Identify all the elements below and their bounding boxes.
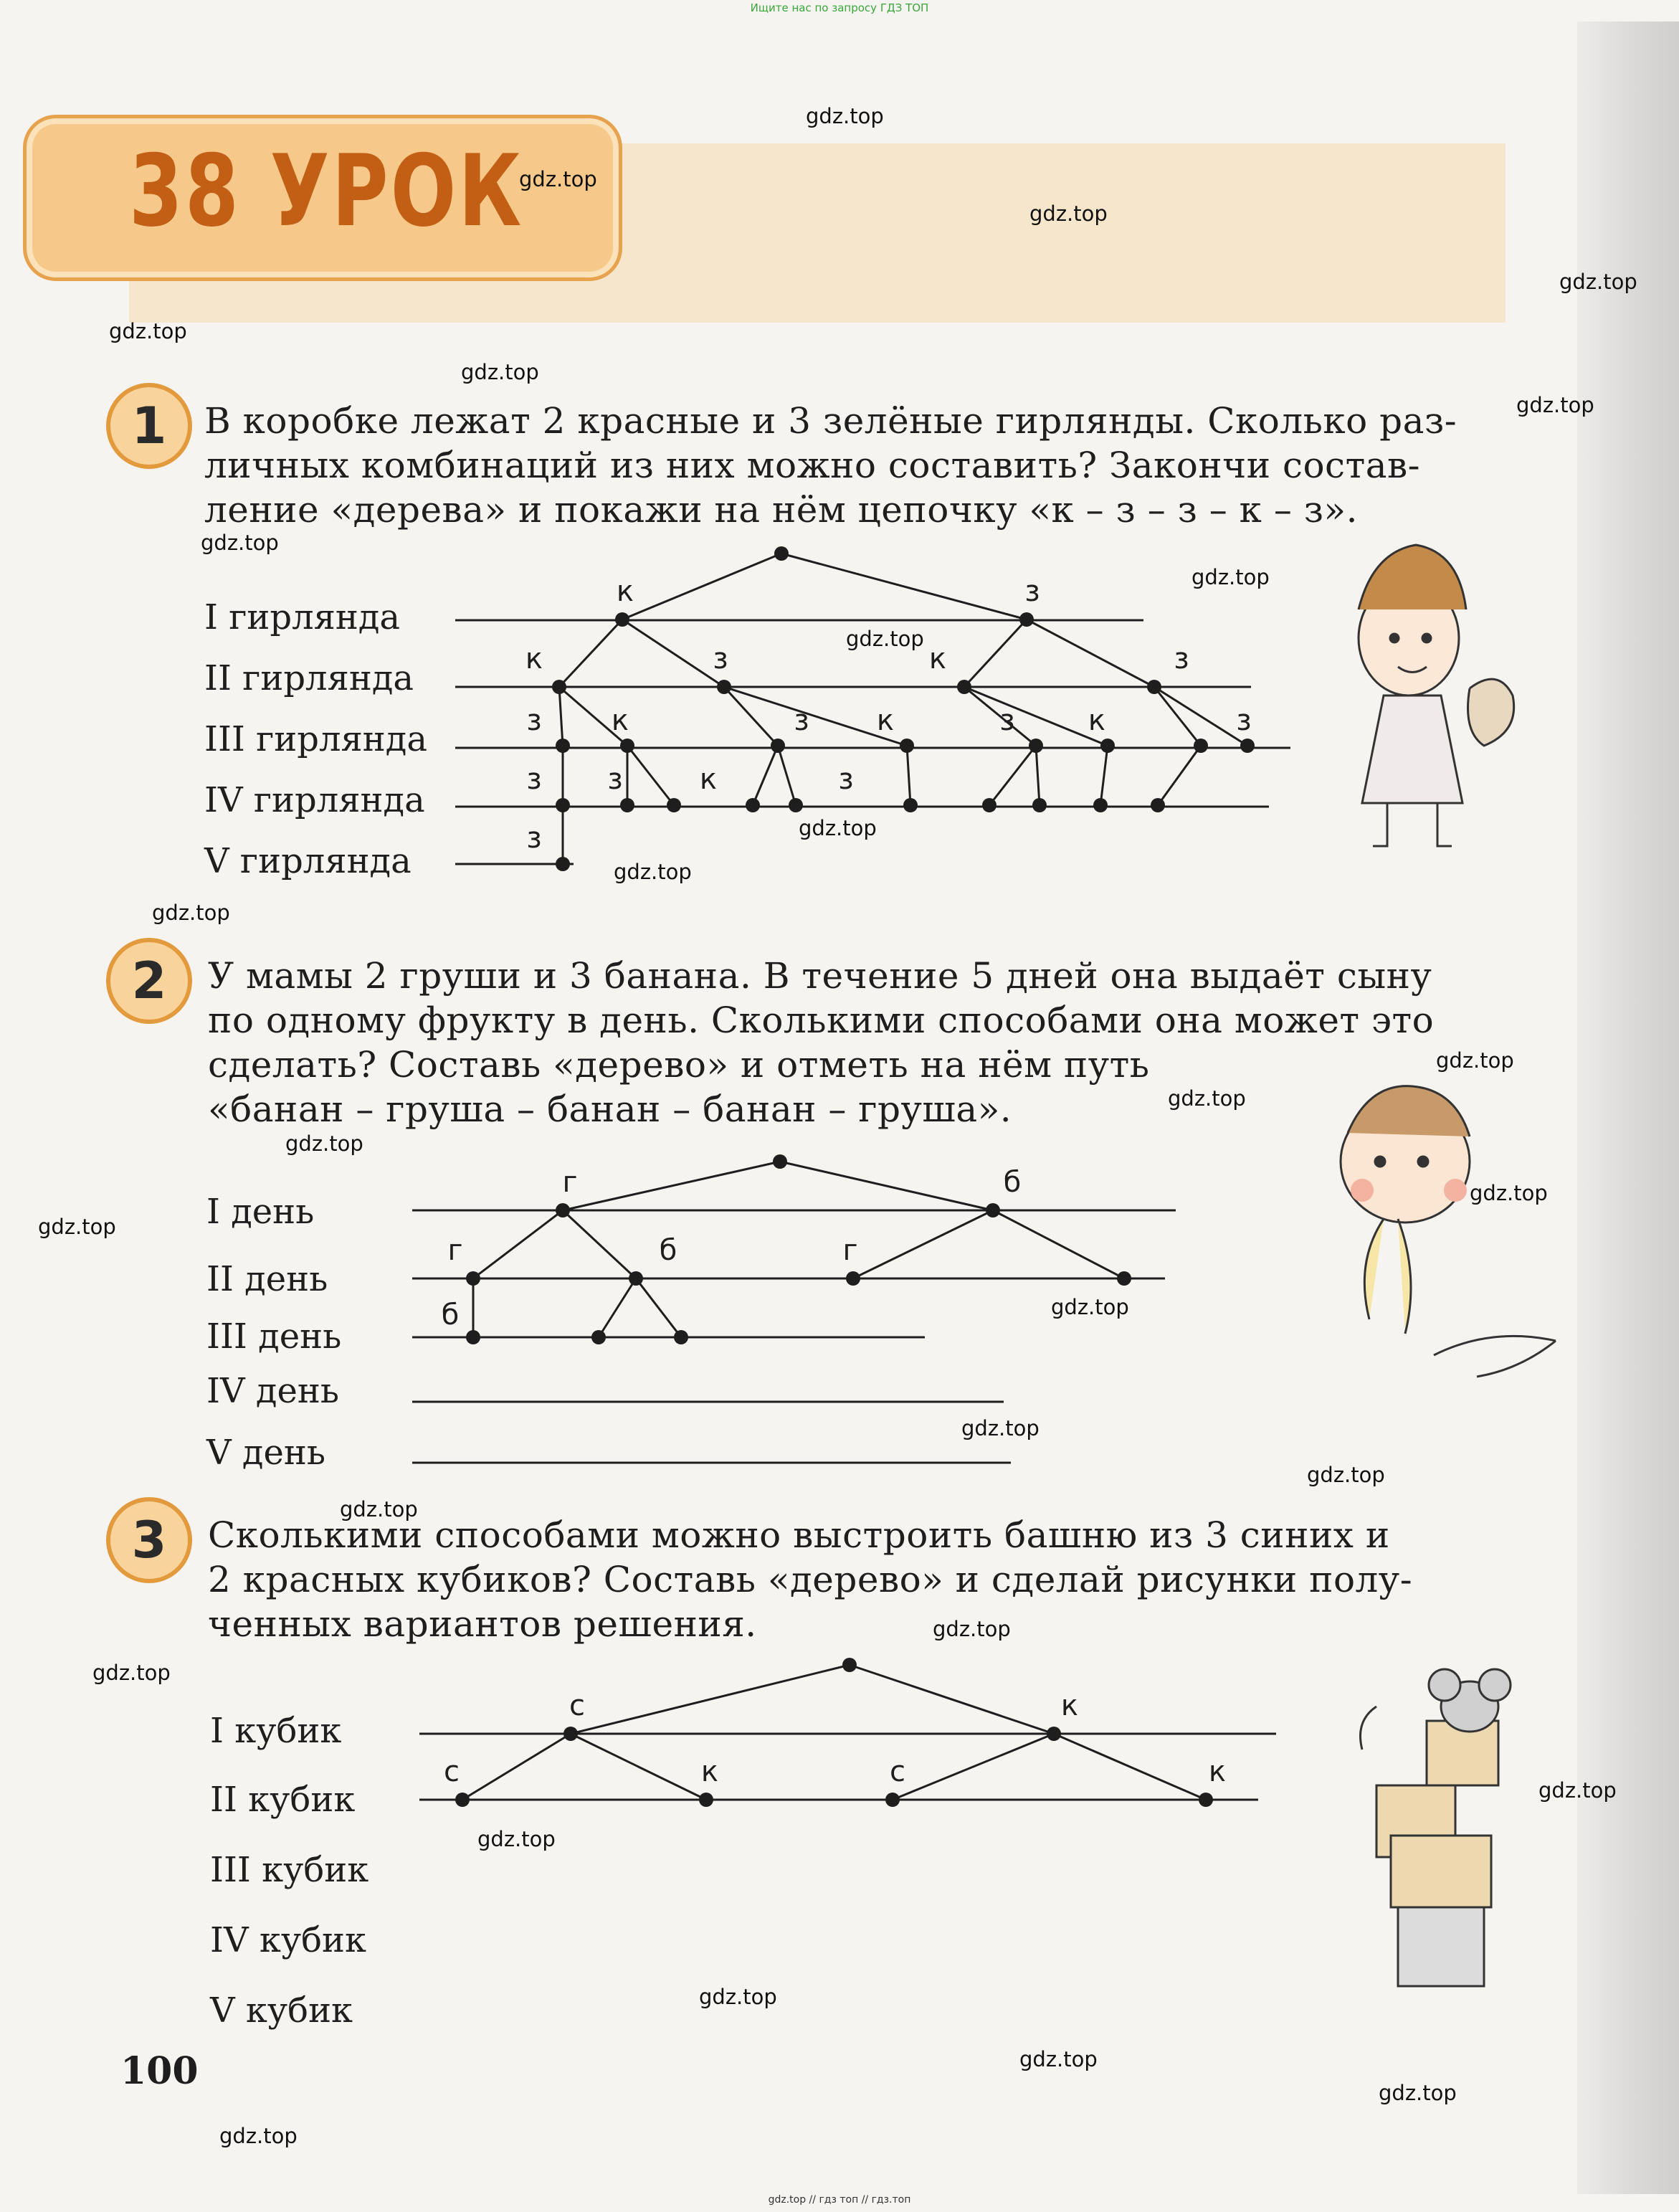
tree-edge [563,1210,636,1278]
page-number: 100 [120,2049,199,2093]
tree-edge [853,1210,993,1278]
boy-with-rooster-illustration [1359,545,1514,846]
tree-edge [778,746,796,805]
tree-edge [571,1665,850,1734]
mouse-on-blocks-illustration [1361,1669,1511,1986]
tree-edge [753,746,778,805]
tree-node [771,739,785,753]
watermark-text: gdz.top [477,1827,556,1851]
tree-edge [907,746,910,805]
tree-node [746,798,760,812]
tree-node [789,798,803,812]
branch-label: з [794,704,809,737]
branch-label: с [569,1689,585,1722]
tree-node [556,798,570,812]
tree-edge [1154,687,1247,746]
watermark-text: gdz.top [340,1497,418,1522]
branch-label: з [1174,642,1189,675]
branch-label: з [526,763,542,796]
watermark-text: gdz.top [614,860,692,884]
task-3-level-label: I кубик [210,1711,342,1751]
watermark-text: gdz.top [846,627,924,651]
tree-node [842,1658,857,1672]
tree-node [774,546,789,561]
watermark-text: gdz.top [1307,1463,1385,1487]
tree-node [1240,739,1255,753]
lesson-title: 38 УРОК [129,133,524,249]
watermark-text: gdz.top [961,1416,1040,1440]
tree-edge [1154,687,1201,746]
tree-node [667,798,681,812]
tree-edge [599,1278,636,1337]
tree-node [1151,798,1165,812]
tree-edge [989,746,1036,805]
branch-label: к [1208,1755,1227,1788]
watermark-text: gdz.top [519,167,597,191]
task-2-level-label: III день [206,1316,342,1357]
tree-node [1117,1271,1131,1286]
watermark-text: gdz.top [933,1617,1011,1641]
tree-node [563,1727,578,1741]
tree-edge [622,620,724,687]
tree-edge [781,554,1027,620]
task-2-number: 2 [106,938,192,1024]
task-2-line-3: сделать? Составь «дерево» и отметь на нём путь [208,1044,1150,1086]
tree-edge [1036,746,1040,805]
tree-node [885,1793,900,1807]
watermark-text: gdz.top [1019,2047,1098,2071]
watermark-text: gdz.top [1379,2081,1457,2105]
branch-label: с [890,1755,905,1788]
tree-node [556,857,570,871]
tree-edge [893,1734,1054,1800]
branch-label: б [441,1299,460,1332]
task-3-line-3: ченных вариантов решения. [208,1603,757,1645]
watermark-text: gdz.top [1029,201,1108,226]
watermark-text: gdz.top [1436,1048,1514,1073]
task-1-level-label: IV гирлянда [204,780,425,820]
task-3-level-label: IV кубик [210,1920,367,1960]
task-2-line-4: «банан – груша – банан – банан – груша». [208,1088,1012,1130]
tree-node [903,798,918,812]
tree-edge [964,620,1027,687]
task-2-level-label: I день [206,1192,315,1232]
task-1-line-3: ление «дерева» и покажи на нём цепочку «к – з – з – к – з». [204,489,1358,531]
task-1-line-2: личных комбинаций из них можно составить? Закончи состав- [204,445,1421,486]
task-1-level-label: III гирлянда [204,719,427,759]
branch-label: к [1088,704,1106,737]
tree-node [629,1271,643,1286]
tree-node [982,798,997,812]
task-1-level-label: II гирлянда [204,658,414,698]
watermark-text: gdz.top [799,816,877,840]
tree-node [957,680,971,694]
tree-edge [462,1734,571,1800]
tree-edge [563,1162,780,1210]
watermark-text: gdz.top [1192,565,1270,589]
watermark-text: gdz.top [1516,393,1594,417]
tree-node [674,1330,688,1344]
tree-edge [1027,620,1154,687]
watermark-text: gdz.top [699,1985,777,2009]
tree-edge [993,1210,1124,1278]
tree-edge [1158,746,1201,805]
tree-edge [473,1210,563,1278]
task-1-level-label: V гирлянда [204,841,412,881]
task-3-number: 3 [106,1497,192,1583]
watermark-text: gdz.top [1470,1181,1548,1205]
task-3-line-2: 2 красных кубиков? Составь «дерево» и сделай рисунки полу- [208,1559,1413,1600]
watermark-text: gdz.top [1168,1086,1246,1111]
watermark-text: gdz.top [285,1131,363,1156]
branch-label: з [1236,704,1252,737]
tree-node [556,1203,570,1217]
branch-label: к [616,575,634,608]
tree-node [620,739,634,753]
task-1-line-1: В коробке лежат 2 красные и 3 зелёные гирлянды. Сколько раз- [204,400,1457,442]
tree-node [620,798,634,812]
watermark-text: gdz.top [38,1215,116,1239]
watermark-text: gdz.top [109,319,187,343]
watermark-text: gdz.top [1559,270,1637,294]
task-1-number: 1 [106,383,192,469]
branch-label: с [444,1755,460,1788]
tree-edge [850,1665,1054,1734]
tree-edge [559,687,563,746]
watermark-text: gdz.top [92,1661,171,1685]
tree-node [846,1271,860,1286]
task-2-line-1: У мамы 2 груши и 3 банана. В течение 5 дней она выдаёт сыну [208,955,1432,997]
branch-label: к [1060,1689,1079,1722]
task-2-level-label: V день [206,1433,326,1473]
tree-node [466,1271,480,1286]
top-banner[interactable]: Ищите нас по запросу ГДЗ ТОП [750,1,929,14]
branch-label: к [700,1755,719,1788]
tree-node [552,680,566,694]
boy-with-banana-illustration [1341,1086,1556,1377]
tree-node [1147,680,1161,694]
watermark-text: gdz.top [461,360,539,384]
branch-label: з [999,704,1015,737]
tree-node [717,680,731,694]
tree-node [556,739,570,753]
tree-node [455,1793,470,1807]
branch-label: к [876,704,895,737]
tree-edge [964,687,1108,746]
branch-label: к [611,704,629,737]
tree-node [1029,739,1043,753]
task-2-level-label: II день [206,1259,328,1299]
tree-edge [571,1734,706,1800]
tree-node [1032,798,1047,812]
tree-node [591,1330,606,1344]
watermark-text: gdz.top [1538,1778,1617,1803]
tree-edge [636,1278,681,1337]
branch-label: г [842,1234,858,1267]
watermark-text: gdz.top [1051,1295,1129,1319]
branch-label: к [699,763,718,796]
tree-node [1019,612,1034,627]
tree-edge [1054,1734,1206,1800]
task-1-level-label: I гирлянда [204,597,401,637]
branch-label: б [659,1234,677,1267]
tree-edge [780,1162,993,1210]
task-3-tree [419,1658,1276,1807]
tree-edge [559,620,622,687]
task-2-level-label: IV день [206,1371,339,1411]
tree-node [699,1793,713,1807]
task-3-line-1: Сколькими способами можно выстроить башню из 3 синих и [208,1514,1390,1556]
branch-label: з [526,704,542,737]
branch-label: к [525,642,543,675]
tree-node [1047,1727,1061,1741]
tree-node [1199,1793,1213,1807]
tree-node [615,612,629,627]
tree-edge [627,746,674,805]
tree-node [986,1203,1000,1217]
task-2-line-2: по одному фрукту в день. Сколькими способами она может это [208,1000,1435,1041]
task-3-level-label: V кубик [210,1990,353,2031]
tree-edge [622,554,781,620]
tree-node [900,739,914,753]
branch-label: б [1003,1166,1022,1199]
task-3-level-label: III кубик [210,1850,369,1890]
tree-edge [1100,746,1108,805]
tree-node [466,1330,480,1344]
tree-node [1100,739,1115,753]
branch-label: з [1024,575,1040,608]
tree-node [1194,739,1208,753]
watermark-text: gdz.top [806,104,884,128]
branch-label: к [928,642,947,675]
watermark-text: gdz.top [219,2124,298,2148]
tree-node [773,1154,787,1169]
branch-label: з [713,642,728,675]
watermark-text: gdz.top [152,901,230,925]
branch-label: г [447,1234,463,1267]
branch-label: з [607,763,623,796]
bottom-banner[interactable]: gdz.top // гдз топ // гдз.топ [768,2194,911,2206]
watermark-text: gdz.top [201,531,279,555]
task-3-level-label: II кубик [210,1780,356,1820]
tree-node [1093,798,1108,812]
branch-label: г [562,1166,578,1199]
branch-label: з [838,763,854,796]
branch-label: з [526,822,542,855]
